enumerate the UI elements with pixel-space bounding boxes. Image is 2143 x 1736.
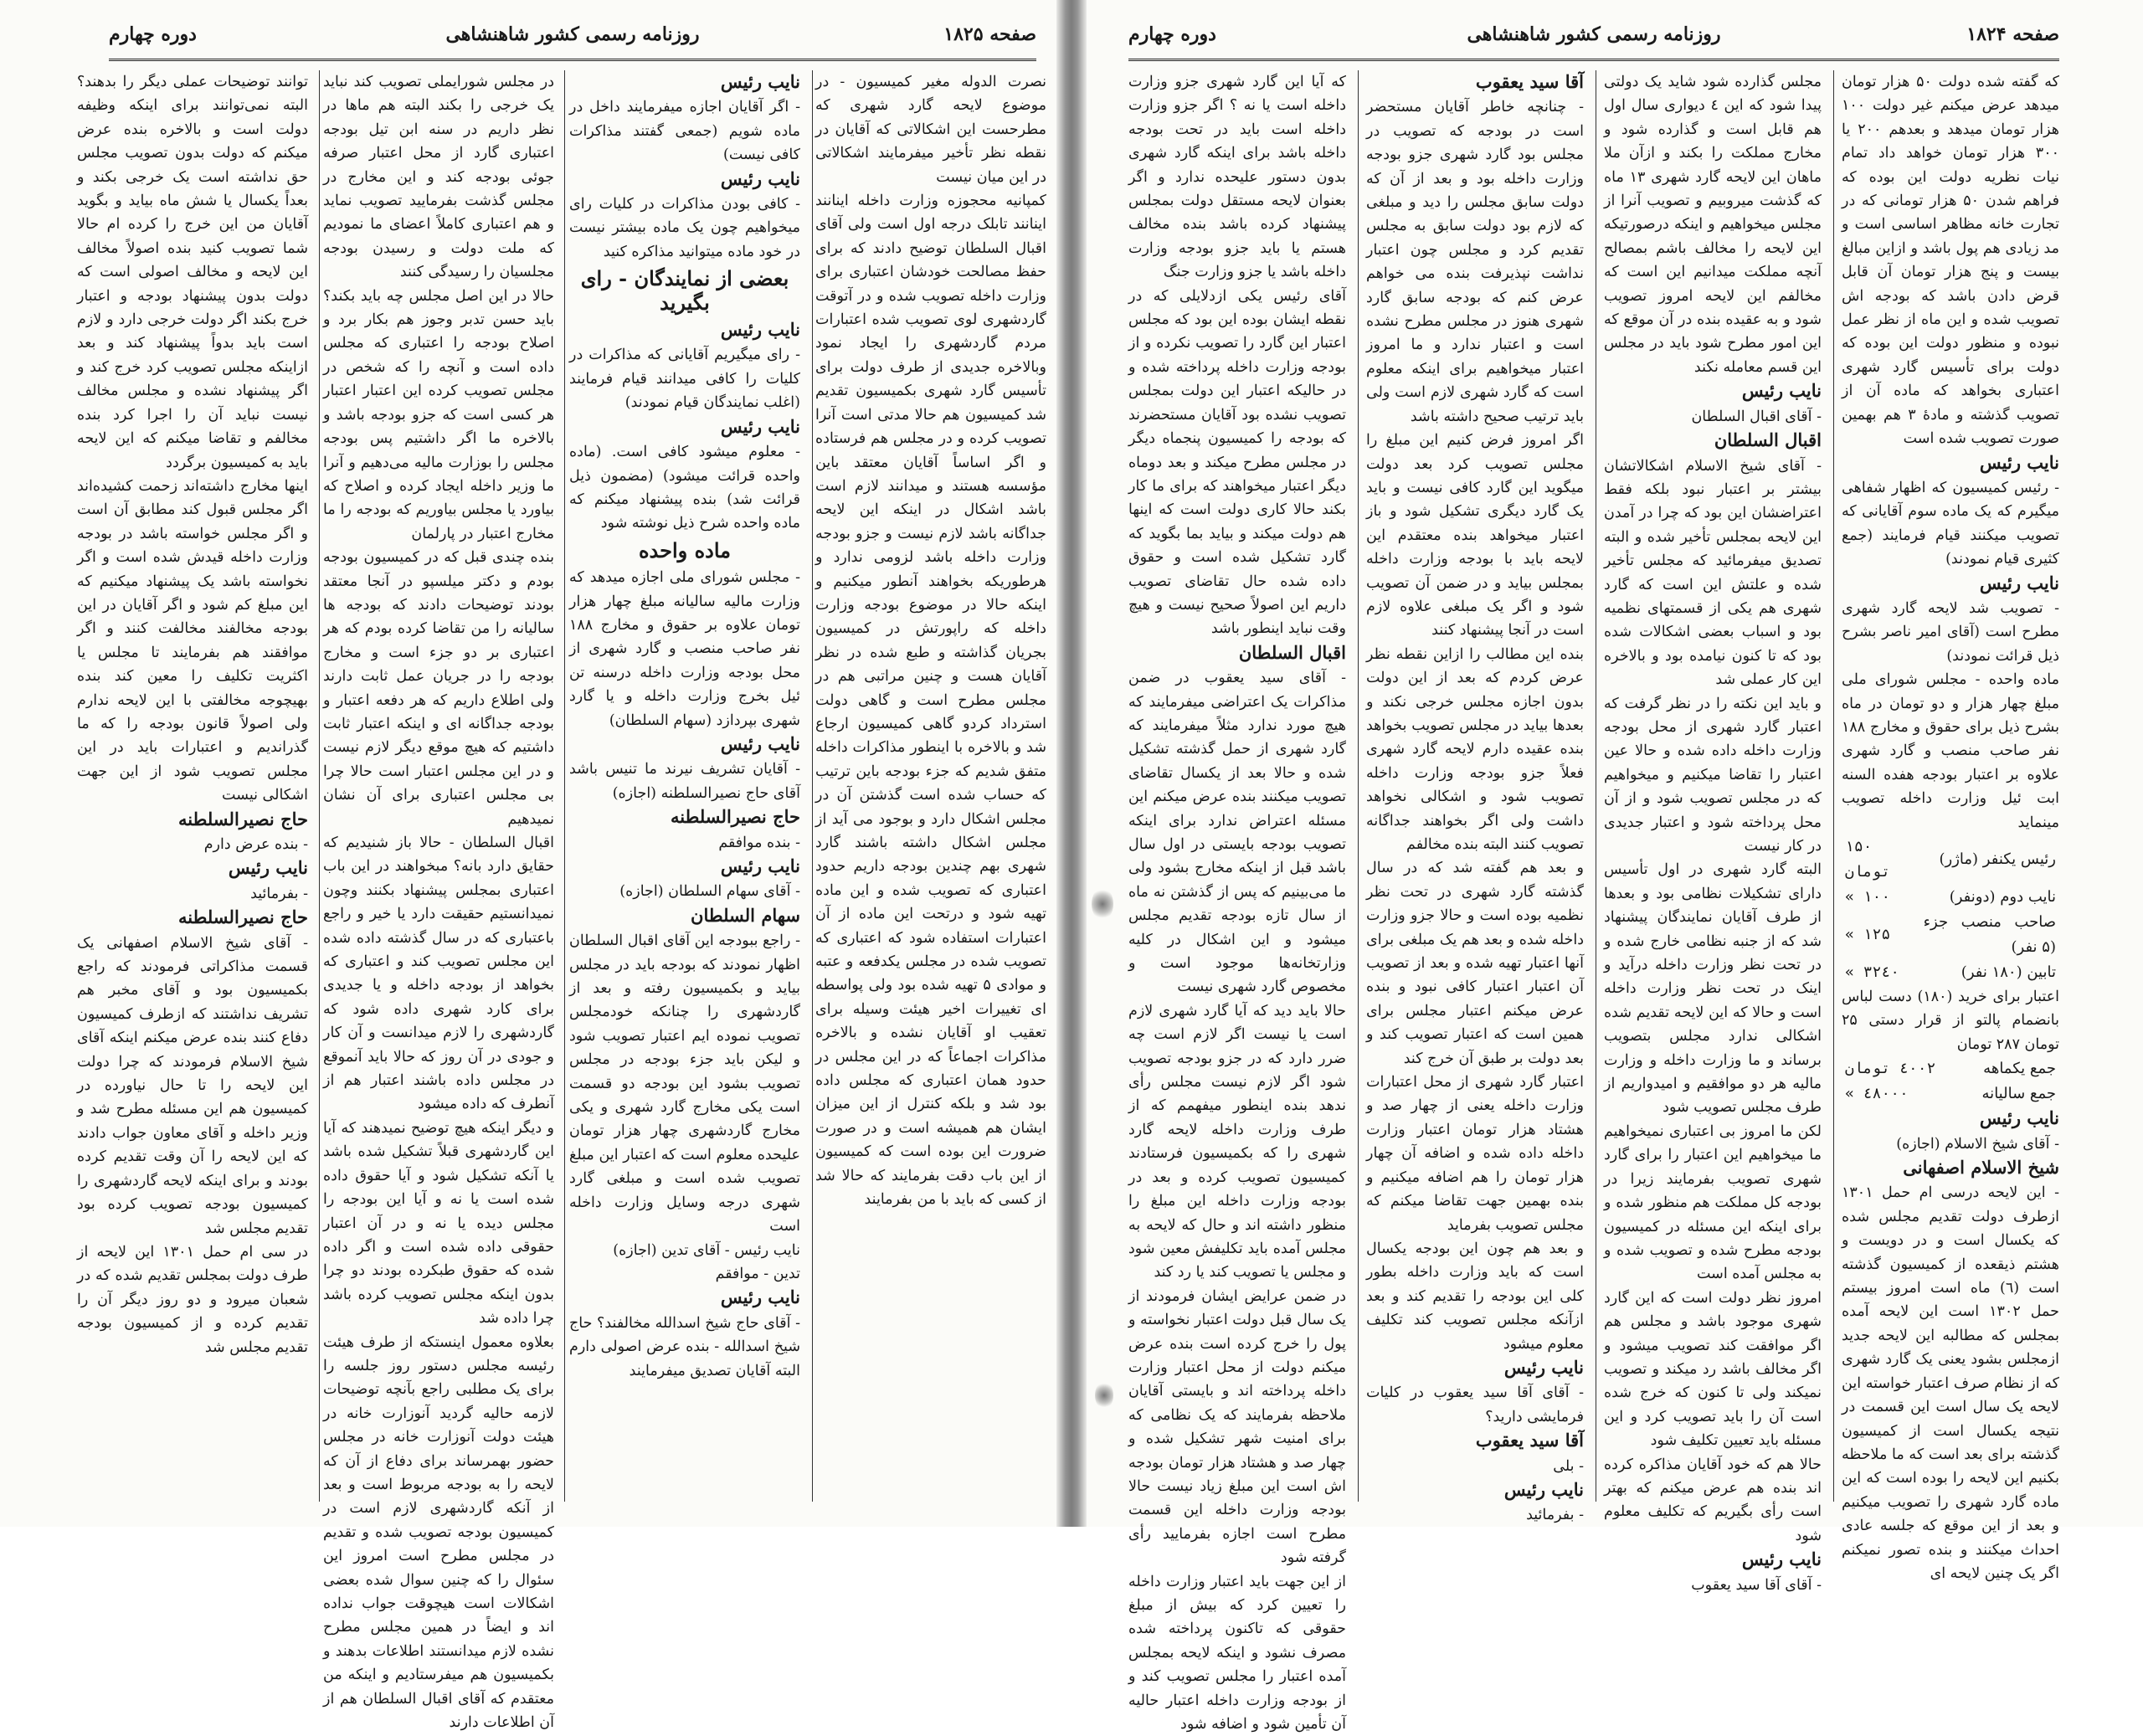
paragraph: بعلاوه معمول اینستکه از طرف هیئت رئیسه مجلس دستور روز جلسه را برای یک مطلبی راجع بآنچه توضیحات لازمه حالیه گردید آنوزارت خانه در هیئت دولت آنوزارت خانه در مجلس حضور بهمرساند برای دفاع از آن که لایحه را به بودجه مربوط است و بعد از آنکه گاردشهری لازم است در کمیسیون بودجه تصویب شده و تقدیم در مجلس مطرح است امروز این سئوال را که چنین سوال شده بعضی اشکالات است هیچوقت جواب نداده اند و ایضاً در همین مجلس مطرح نشده لازم میدانستند اطلاعات بدهند و بکمیسیون هم میفرستادیم و اینکه من معتقدم که آقای اقبال السلطان هم از آن اطلاعات دارند [323, 1333, 554, 1732]
budget-row [1842, 910, 2059, 960]
budget-amount: ۱۰۰ » [1845, 888, 1891, 906]
speaker-name: نایب رئیس [720, 415, 800, 437]
paragraph: حالا هم که خود آقایان مذاکره کرده اند بنده هم عرض میکنم که بهتر است رأی بگیریم که تکلیف معلوم شود [1604, 1456, 1822, 1544]
paragraph: ماده واحده - مجلس شورای ملی مبلغ چهار هزار و دو تومان در ماه بشرح ذیل برای حقوق و مخارج ۱۸۸ نفر صاحب منصب و گارد شهری علاوه بر اعتبار بودجه هفده السنه ابت ئیل وزارت داخله تصویب مینماید [1842, 671, 2059, 831]
budget-amount: ۳۲٤۰ » [1845, 963, 1900, 981]
text-column [569, 70, 800, 1506]
speaker-name: نایب رئیس [1741, 380, 1822, 402]
paragraph: - اگر آقایان اجازه میفرمایند داخل در ماده شویم (جمعی گفتند مذاکرات کافی نیست) [569, 99, 800, 164]
paragraph: نصرت الدوله مغیر کمیسیون - در موضوع لایحه گارد شهری که مطرحست این اشکالاتی که آقایان در نقطه نظر تأخیر میفرمایند اشکالاتی در این میان نیست [815, 74, 1046, 186]
speaker-name: اقبال السلطان [1714, 429, 1822, 451]
paragraph: و بعد هم گفته شد که در سال گذشته گارد شهری در تحت نظر نظمیه بوده است و حالا جزو وزارت داخله شده و بعد هم یک مبلغی برای آنها اعتبار تهیه شده و بعد از تصویب آن اعتبار اعتبار کافی نبود و بنده عرض میکنم اعتبار مجلس برای همین است که اعتبار تصویب کند و بعد دولت بر طبق آن خرج کند [1366, 860, 1584, 1067]
paragraph: - آقای شیخ الاسلام اصفهانی یک قسمت مذاکراتی فرمودند که راجع بکمیسیون بود و آقای مخبر هم تشریف نداشتند که ازطرف کمیسیون دفاع کنند بنده عرض میکنم اینکه آقای شیخ الاسلام فرمودند که چرا دولت این لایحه را تا حال نیاورده در کمیسیون هم این مسئله مطرح شد و وزیر داخله و آقای معاون جواب دادند که این لایحه را آن وقت تقدیم کرده بودند و برای اینکه لایحه گاردشهری را کمیسیون بودجه تصویب کرده بود تقدیم مجلس شد [77, 934, 308, 1237]
paragraph: - آقای سید یعقوب در ضمن مذاکرات یک اعتراضی میفرمایند که هیچ مورد ندارد مثلاً میفرمایند که گارد شهری از حمل گذشته تشکیل شده و حالا بعد از یکسال تقاضای تصویب میکنند بنده عرض میکنم این مسئله اعتراض ندارد برای اینکه تصویب بودجه بایستی در اول سال باشد قبل از اینکه مخارج بشود ولی ما می‌بینیم که پس از گذشتن نه ماه از سال تازه بودجه تقدیم مجلس میشود و این اشکال در کلیه وزارتخانه‌ها موجود است و مخصوص گارد شهری نیست [1128, 670, 1346, 996]
journal-title: روزنامه رسمی کشور شاهنشاهی [1467, 23, 1721, 45]
paragraph: - آقای شیخ الاسلام (اجازه) [1896, 1135, 2059, 1153]
page-number: صفحه ۱۸۲۴ [1966, 23, 2059, 45]
speaker-name: نایب رئیس [720, 167, 800, 189]
column-divider [812, 70, 813, 1502]
paragraph: - بنده موافقم [718, 834, 800, 851]
budget-label: تابین (۱۸۰ نفر) [1961, 963, 2056, 981]
paragraph: اعتبار گارد شهری از محل اعتبارات وزارت داخله یعنی از چهار صد و هشتاد هزار تومان اعتبار وزارت داخله داده شده و اضافه آن چهار هزار تومان را هم اضافه میکنیم و بنده بهمین جهت تقاضا میکنم که مجلس تصویب بفرماید [1366, 1074, 1584, 1234]
paragraph: - این لایحه درسی ام حمل ۱۳۰۱ ازطرف دولت تقدیم مجلس شده که یکسال است و در دویست و هشتم ذیقعده از کمیسیون گذشته است (٦) ماه است امروز بیستم حمل ۱۳۰۲ است این لایحه آمده بمجلس که مطالبه این لایحه جدید ازمجلس بشود یعنی یک گارد شهری که از نظام صرف اعتبار خواسته این لایحه یک سال است این قسمت در نتیجه یکسال است از کمیسیون گذشته برای بعد است که ما ملاحظه بکنیم این لایحه را بوده است که این ماده گارد شهری را تصویب میکنیم و بعد از این موقع که جلسه عادی احداث میکنند و بنده تصور نمیکنم اگر یک چنین لایحه ای [1842, 1184, 2059, 1582]
speaker-name: حاج نصیرالسلطنه [178, 808, 308, 829]
paragraph: - تصویب شد لایحه گارد شهری مطرح است (آقای امیر ناصر بشرح ذیل قرائت نمودند) [1842, 599, 2059, 665]
ink-smudge [1095, 1381, 1113, 1410]
left-page [0, 0, 1056, 1732]
speaker-name: نایب رئیس [720, 71, 800, 92]
header-rule [1128, 59, 2059, 61]
period-label: دوره چهارم [109, 23, 197, 45]
paragraph: در مجلس شورایملی تصویب کند نباید یک خرجی را بکند البته هم ماها در نظر داریم در سنه ابن تیل بودجه اعتباری گارد از محل اعتبار صرفه جوئی بودجه کند و این مخارج در مجلس گذشت بفرمایید تصویب نماید و هم اعتباری کاملاً اعضای ما نمودیم که ملت دولت و رسیدن بودجه مجلسیان را رسیدگی کنند [323, 74, 554, 281]
budget-row [1842, 885, 2059, 910]
paragraph: بنده این مطالب را ازاین نقطه نظر عرض کردم که بعد از این دولت بدون اجازه مجلس خرجی نکند و بعدها بیاید در مجلس تصویب بخواهد بنده عقیده دارم لایحه گارد شهری فعلاً جزو بودجه وزارت داخله تصویب شود و اشکالی نخواهد داشت ولی اگر بخواهند جداگانه تصویب کنند البته بنده مخالفم [1366, 645, 1584, 853]
speaker-name: نایب رئیس [720, 855, 800, 876]
paragraph: آقای رئیس یکی ازدلایلی که در نقطه ایشان بوده این بود که مجلس اعتبار این گارد را تصویب نکرده و از بودجه وزارت داخله پرداخته شده و در حالیکه اعتبار این دولت بمجلس تصویب نشده بود آقایان مستحضرند که بودجه را کمیسیون پنجماه دیگر در مجلس مطرح میکند و بعد دوماه دیگر اعتبار میخواهند که برای ما کار بکند حالا کاری دولت است که اینها هم دولت میکند و بیاید بما بگوید که گارد تشکیل شده است و حقوق داده شده حال تقاضای تصویب داریم این اصولاً صحیح نیست و هیچ وقت نباید اینطور باشد [1128, 287, 1346, 638]
paragraph: و دیگر اینکه هیچ توضیح نمیدهند که آیا این گاردشهری قبلاً تشکیل شده باشد یا آنکه تشکیل شود و آیا حقوق داده شده است یا نه و آیا این بودجه را مجلس دیده یا نه و در آن اعتبار حقوقی داده شده است و اگر داده شده که حقوق طبکرده بودند دو چرا بدون اینکه مجلس تصویب کرده باشد چرا داده شد [323, 1119, 554, 1328]
paragraph: - بنده عرض دارم [203, 836, 308, 853]
text-column [1842, 70, 2060, 1582]
paragraph: - معلوم میشود کافی است. (ماده واحده قرائت میشود) (مضمون ذیل قرائت شد) بنده پیشنهاد میکنم که ماده واحده شرح ذیل نوشته شود [569, 444, 800, 532]
speaker-name: نایب رئیس [720, 1287, 800, 1308]
paragraph: حالا در این اصل مجلس چه باید بکند؟ باید حسن تدبر وجوز هم بکار برد و اصلاح بودجه را اعتباری که مجلس داده است و آنچه را که شخص در مجلس تصویب کرده این اعتبار اعتبار هر کسی است که جزو بودجه باشد و بالاخره ما اگر داشتیم پس بودجه مجلس را بوزارت مالیه می‌دهیم و آنرا ما وزیر داخله ایجاد کرده و اصلاح که بیاورد یا مجلس بیاوریم که بودجه را ما مخارج اعتبار در پارلمان [323, 287, 554, 542]
text-column [1128, 70, 1346, 1733]
period-label: دوره چهارم [1128, 23, 1216, 45]
section-heading: ماده واحده [638, 537, 732, 562]
column-divider [564, 70, 565, 1502]
speaker-name: نایب رئیس [1503, 1356, 1584, 1378]
speaker-name: نایب رئیس [1979, 451, 2059, 473]
paragraph: - آقای شیخ الاسلام اشکالاتشان بیشتر بر اعتبار نبود بلکه فقط اعتراضشان این بود که چرا در آمدن این لایحه بمجلس تأخیر شده و البته تصدیق میفرمائید که مجلس تأخیر شده و علتش این است که گارد شهری هم یکی از قسمتهای نظمیه بود و اسباب بعضی اشکالات شده بود که تا کنون نیامده بود و بالاخره این کار عملی شد [1604, 457, 1822, 689]
paragraph: در ضمن عرایض ایشان فرمودند از یک سال قبل دولت اعتبار نخواسته و پول را خرج کرده است بنده عرض میکنم دولت از محل اعتبار وزارت داخله پرداخته اند و بایستی آقایان ملاحظه بفرمایند که یک نظامی که برای امنیت شهر تشکیل شده و چهار صد و هشتاد هزار تومان بودجه اش است این مبلغ زیاد نیست حالا بودجه وزارت داخله این قسمت مطرح است اجازه بفرمایید رأی گرفته شود [1128, 1287, 1346, 1567]
speaker-name: حاج نصیرالسلطنه [671, 806, 800, 828]
paragraph: - آقای آقا سید یعقوب [1691, 1576, 1822, 1594]
paragraph: مجلس گذارده شود شاید یک دولتی پیدا شود که این ٤ دیواری سال اول هم قابل است و گذارده شود و مخارج مملکت را بکند و ازآن ملا ماهان این لایحه گارد شهری ۱۳ ماه که گذشت میروبیم و تصویب آنرا از مجلس میخواهیم و اینکه درصورتیکه این لایحه را مخالف باشم بمصالح آنچه مملکت میدانیم این است که مخالفم این لایحه امروز تصویب شود و به عقیده بنده در آن موقع که این امور مطرح شود بايد در مجلس این قسم معامله نکند [1604, 74, 1822, 376]
budget-label: صاحب منصب جزء (۵ نفر) [1923, 913, 2056, 956]
paragraph: البته گارد شهری در اول تأسیس دارای تشکیلات نظامی بود و بعدها از طرف آقایان نمایندگان پیشنهاد شد که از جنبه نظامی خارج شده و در تحت نظر وزارت داخله درآید و اینک در تحت نظر وزارت داخله است و حالا که این لایحه تقدیم شده اشکالی ندارد مجلس بتصویب برساند و ما وزارت داخله و وزارت مالیه هر دو موافقیم و امیدواریم از طرف مجلس تصویب شود [1604, 861, 1822, 1117]
paragraph: - بفرمائید [1526, 1507, 1584, 1524]
paragraph: لکن ما امروز بی اعتباری نمیخواهیم ما میخواهیم این اعتبار را برای گارد شهری تصویب بفرمایند زیرا در بودجه کل مملکت هم منظور شده و برای اینکه این مسئله در کمیسیون بودجه مطرح شده و تصویب شده و به مجلس آمده است [1604, 1122, 1822, 1283]
binding-gutter [1056, 0, 1087, 1527]
speaker-name: نایب رئیس [720, 732, 800, 754]
speaker-name: اقبال السلطان [1238, 641, 1346, 663]
paragraph: امروز نظر دولت است که این گارد شهری موجود باشد و مجلس هم اگر موافقت کند تصویب میشود و اگر مخالف باشد رد میکند و تصویب نمیکند ولی تا کنون که خرج شده است آن را باید تصویب کرد و این مسئله باید تعیین تکلیف شود [1604, 1289, 1822, 1450]
journal-title: روزنامه رسمی کشور شاهنشاهی [445, 23, 700, 45]
speaker-name: نایب رئیس [1503, 1478, 1584, 1500]
ink-smudge [1092, 887, 1113, 921]
paragraph: - بفرمائید [250, 885, 308, 902]
budget-row [1842, 1056, 2059, 1081]
paragraph: که گفته شده دولت ۵۰ هزار تومان میدهد عرض میکنم غیر دولت ۱۰۰ هزار تومان میدهد و بعدهم ۲۰۰ یا ۳۰۰ هزار تومان خواهد داد تمام نیات نظریه دولت این بوده که فراهم شدن ۵۰ هزار تومانی که در تجارت خانه مظاهر اساسی است و مد زیادی هم پول باشد و ازاین مبالغ بیست و پنج هزار تومان آن قابل قرض دادن باشد که بودجه اش تصویب شده و این ماه از نظر عمل نبوده و منظور دولت این بوده که دولت برای تأسیس گارد شهری اعتباری بخواهد که ماده آن از تصویب گذشته و مادهٔ ۳ هم بهمین صورت تصویب شده است [1842, 74, 2060, 448]
budget-amount: ۱۵۰ تومان [1845, 838, 1891, 881]
page-number: صفحه ۱۸۲۵ [943, 23, 1036, 45]
budget-label: نایب دوم (دونفر) [1949, 888, 2056, 906]
header-rule [109, 59, 1036, 61]
column-divider [1833, 70, 1834, 1502]
paragraph: - بلی [1553, 1457, 1584, 1475]
paragraph: - آقای سهام السلطان (اجازه) [619, 883, 800, 901]
paragraph: توانند توضیحات عملی دیگر را بدهند؟ البته نمی‌توانند برای اینکه وظیفه دولت است و بالاخره بنده عرض میکنم که دولت بدون تصویب مجلس حق نداشته است یک خرجی بکند و بعداً یکسال یا شش ماه بیاید و بگوید آقایان من این خرج را کرده ام حالا شما تصویب کنید بنده اصولاً مخالف این لایحه و مخالف اصولی است که دولت بدون پیشنهاد بودجه و اعتبار خرج بکند اگر دولت خرجی دارد و لازم است باید بدواً پیشنهاد کند و بعد ازاینکه مجلس تصویب کرد خرج کند و اگر پیشنهاد نشده و مجلس مخالف نیست نباید آن را اجرا کرد بنده مخالفم و تقاضا میکنم که این لایحه باید به کمیسیون برگردد [77, 74, 308, 471]
budget-row [1842, 835, 2059, 885]
paragraph: اینها مخارج داشته‌اند زحمت کشیده‌اند اگر مجلس قبول کند مطابق آن است و اگر مجلس خواسته باشد در بودجه وزارت داخله قیدش شده است و اگر نخواسته باشد یک پیشنهاد میکنیم که این مبلغ کم شود و اگر آقایان در این بودجه مخالفند مخالفت کنند و اگر موافقند هم بفرمایند تا مجلس یا اکثریت تکلیف را معین کند بنده بهیچوجه مخالفتی با این لایحه ندارم ولی اصولاً قانون بودجه را که ما گذراندیم و اعتبارات باید در این مجلس تصویب شود از این جهت اشکالی نیست [77, 477, 308, 804]
paragraph: از این جهت باید اعتبار وزارت داخله را تعیین کرد که بیش از مبلغ حقوقی که تاکنون پرداخته شده مصرف نشود و اینکه لایحه بمجلس آمده اعتبار را مجلس تصویب کند و از بودجه وزارت داخله اعتبار حالیه آن تأمین شود و اضافه شود [1128, 1573, 1346, 1733]
paragraph: - رای میگیریم آقایانی که مذاکرات در کلیات را کافی میدانند قیام فرمایند (اغلب نمایندگان قیام نمودند) [569, 347, 800, 412]
paragraph: و بعد هم چون این بودجه یکسال است که باید وزارت داخله بطور کلی این بودجه را تقدیم کند و بعد ازآنکه مجلس تصویب کند تکلیف معلوم میشود [1366, 1240, 1584, 1353]
right-page [1087, 0, 2143, 1733]
budget-table [1842, 835, 2059, 985]
paragraph: - آقایان تشریف نیرند ما تنیس باشد آقای حاج نصیرالسلطنه (اجازه) [569, 761, 800, 802]
paragraph: که آیا این گارد شهری جزو وزارت داخله است یا نه ؟ اگر جزو وزارت داخله است باید در تحت بودجه داخله باشد برای اینکه گارد شهری بدون دستور علیحده ندارد و اگر بعنوان لایحه مستقل دولت بمجلس پیشنهاد کرده باشد بنده مخالف هستم یا باید جزو بودجه وزارت داخله باشد یا جزو وزارت جنگ [1128, 74, 1346, 281]
budget-label: رئیس یکنفر (ماژر) [1939, 850, 2056, 868]
speaker-name: آقا سید یعقوب [1475, 1430, 1584, 1451]
paragraph: بنده چندی قبل که در کمیسیون بودجه بودم و دکتر میلسپو در آنجا معتقد بودند توضیحات دادند که بودجه ها سالیانه را من تقاضا کرده بودم که هر اعتباری بر دو جزء است و مخارج بودجه را در جریان عمل ثابت دارند ولی اطلاع داریم که هر دفعه اعتبار و بودجه جداگانه ای و اینکه اعتبار ثابت داشتیم که هیچ موقع دیگر لازم نیست و در این مجلس اعتبار است حالا چرا بی مجلس اعتباری برای آن نشان نمیدهیم [323, 549, 554, 828]
paragraph: - آقای اقبال السلطان [1691, 408, 1822, 425]
column-divider [319, 70, 320, 1502]
paragraph: تدین - موافقم [715, 1265, 800, 1282]
paragraph: و باید این نکته را در نظر گرفت که اعتبار گارد شهری از محل بودجه وزارت داخله داده شده و حالا عین اعتبار را تقاضا میکنیم و میخواهیم که در مجلس تصویب شود و از آن محل پرداخته شود و اعتبار جدیدی در کار نیست [1604, 695, 1822, 855]
paragraph: نایب رئیس - آقای تدین (اجازه) [613, 1241, 800, 1259]
budget-amount: ۱۲۵ » [1845, 926, 1891, 943]
speaker-name: نایب رئیس [1979, 1107, 2059, 1129]
paragraph: حالا باید دید که آیا گارد شهری لازم است یا نیست اگر لازم است چه ضرر دارد که در جزو بودجه تصویب شود اگر لازم نیست مجلس رأی ندهد بنده اینطور میفهمم که از طرف وزارت داخله لایحه گارد شهری را که بکمیسیون فرستادند کمیسیون تصویب کرده و بعد در بودجه وزارت داخله این مبلغ را منظور داشته اند و حال که لایحه به مجلس آمده باید تکلیفش معین شود و مجلس یا تصویب کند یا رد کند [1128, 1002, 1346, 1281]
speaker-name: آقا سید یعقوب [1475, 71, 1584, 92]
speaker-name: نایب رئیس [1979, 572, 2059, 593]
paragraph: - رئیس کمیسیون که اظهار شفاهی میگیرم که یک ماده سوم آقایانی که تصویب میکنند قیام فرمایند (جمع کثیری قیام نمودند) [1842, 479, 2059, 568]
column-divider [1358, 70, 1359, 1502]
paragraph: اعتبار برای خرید (۱۸۰) دست لباس بانضمام پالتو از قرار دستی ۲۵ تومان ۲۸۷ تومان [1842, 989, 2059, 1053]
budget-row [1842, 1081, 2059, 1107]
paragraph: اگر امروز فرض کنیم این مبلغ را مجلس تصویب کرد بعد دولت میگوید این گارد کافی نیست و باید یک گارد دیگری تشکیل شود و باز اعتبار میخواهد بنده معتقدم این لایحه باید با بودجه وزارت داخله بمجلس بیاید و در ضمن آن تصویب شود و اگر یک مبلغی علاوه لازم است در آنجا پیشنهاد کنند [1366, 432, 1584, 639]
right-page-header [1128, 23, 2059, 60]
speaker-name: نایب رئیس [1741, 1549, 1822, 1570]
paragraph: - آقای آقا سید یعقوب در کلیات فرمایشی دارید؟ [1366, 1384, 1584, 1425]
paragraph: - آقای حاج شیخ اسدالله مخالفند؟ حاج شیخ اسدالله - بنده عرض اصولی دارم البته آقایان تصدیق میفرمایند [569, 1314, 800, 1379]
paragraph: - راجع ببودجه این آقای اقبال السلطان اظهار نمودند که بودجه باید در مجلس بیاید و بکمیسیون رفته و بعد از گاردشهری را چنانکه خودمجلس تصویب نموده ایم اعتبار تصویب شود و لیکن باید جزء بودجه در مجلس تصویب بشود این بودجه دو قسمت است یکی مخارج گارد شهری و یکی مخارج گاردشهری چهار هزار تومان علیحده معلوم است که اعتبار این مبلغ تصویب شده است و مبلغی گارد شهری درجه وسایل وزارت داخله است [569, 932, 800, 1235]
paragraph: کمپانیه محجوزه وزارت داخله اینانند اینانند تابلک درجه اول است ولی آقای اقبال السلطان توضیح دادند که برای حفظ مصالحت خودشان اعتباری برای وزارت داخله تصویب شده و در آتوقت گاردشهری لوی تصویب شده اعتبارات مردم گاردشهری را ایجاد نمود وبالاخره جدیدی از طرف دولت برای تأسیس گارد شهری بکمیسیون تقدیم شد کمیسیون هم حالا مدتی است آنرا تصویب کرده و در مجلس هم فرستاده و اگر اساساً آقایان معتقد باین مؤسسه هستند و میدانند لازم است باشد اشکال در اینکه این لایحه جداگانه باشد لازم نیست و جزو بودجه وزارت داخله باشد لزومی ندارد و هرطوریکه بخواهند آنطور میکنیم و اینکه حالا در موضوع بودجه وزارت داخله که راپورتش در کمیسیون بجریان گذاشته و طبع شده در نظر آقایان هست و چنین مراتبی هم در مجلس مطرح است و گاهی دولت استرداد کردو گاهی کمیسیون ارجاع شد و بالاخره با اینطور مذاکرات داخله متفق شدیم که جزء بودجه باین ترتیب که حساب شده است گذشتن آن در مجلس اشکال دارد و بوجود می آید از مجلس اشکال داشته باشند گارد شهری بهم چندین بودجه داریم حدود اعتباری که تصویب شده و این ماده تهیه شود و درتحت این ماده از آن اعتبارات استفاده شود که اعتباری که تصویب شده در مجلس یکدفعه و عتبه و موادی ۵ تهیه شده بود ولی پواسطه ای تغییرات اخیر هیئت وسیله برای تعقیب او آقایان نشده و بالاخره مذاکرات اجماعاً که در این مجلس در حدود همان اعتباری که مجلس داده بود شد و بلکه کنترل از این میزان ایشان هم همیشه است و در صورت ضرورت این بوده است که کمیسیون از این باب دقت بفرمایند که حالا شد از کسی که باید با من بفرمایند [815, 193, 1046, 1209]
budget-label: جمع سالیانه [1981, 1085, 2056, 1103]
text-column [1366, 70, 1584, 1524]
budget-label: جمع یکماهه [1983, 1060, 2056, 1078]
budget-table [1842, 1056, 2059, 1107]
left-page-header [109, 23, 1036, 60]
speaker-name: نایب رئیس [720, 319, 800, 341]
budget-amount: ٤۸۰۰۰ » [1845, 1085, 1909, 1103]
speaker-name: سهام السلطان [691, 904, 800, 926]
paragraph: در سی ام حمل ۱۳۰۱ این لایحه از طرف دولت بمجلس تقدیم شده که در شعبان میرود و دو روز دیگر آن را تقدیم کرده و از کمیسیون بودجه تقدیم مجلس شد [77, 1243, 308, 1356]
speaker-name: شیخ الاسلام اصفهانی [1903, 1157, 2059, 1179]
text-column [1604, 70, 1822, 1594]
text-column [323, 70, 554, 1732]
paragraph: اقبال السلطان - حالا باز شنیدیم که حقایق دارد بانه؟ مبخواهند در این باب اعتباری بمجلس پیشنهاد بکنند وچون نمیدانستیم حقیقت دارد یا خیر و راجع باعتباری که در سال گذشته داده شده این مجلس تصویب کند و اعتباری که بخواهد از بودجه داخله و یا جدیدی برای کارد شهری داده شود که گاردشهری را لازم میدانست و آن کار و جودی در آن روز که حالا باید آنموقع در مجلس داده باشند اعتبار هم از آنطرف که داده میشود [323, 835, 554, 1113]
paragraph: - مجلس شورای ملی اجازه میدهد که وزارت مالیه سالیانه مبلغ چهار هزار تومان علاوه بر حقوق و مخارج ۱۸۸ نفر صاحب منصب و گارد شهری از محل بودجه وزارت داخله درسنه تن ئیل بخرج وزارت داخله و یا گارد شهری بپردازد (سهام السلطان) [569, 569, 800, 729]
text-column [77, 70, 308, 1506]
paragraph: - چنانچه خاطر آقایان مستحضر است در بودجه که تصویب در مجلس بود گارد شهری جزو بودجه وزارت داخله بود و بعد از آن که دولت سابق مجلس را دید و مبلغی که لازم بود دولت سابق به مجلس تقدیم کرد و مجلس چون اعتبار نداشت نپذیرفت بنده می خواهم عرض کنم که بودجه سابق گارد شهری هنوز در مجلس مطرح نشده است و اعتبار ندارد و ما امروز اعتبار میخواهیم برای اینکه معلوم است که گارد شهری لازم است ولی باید ترتیب صحیح داشته باشد [1366, 99, 1584, 425]
speaker-name: نایب رئیس [228, 857, 308, 879]
budget-row [1842, 960, 2059, 985]
section-heading: بعضی از نمایندگان - رای بگیرید [580, 266, 789, 315]
text-column [815, 70, 1046, 1506]
speaker-name: حاج نصیرالسلطنه [178, 907, 308, 928]
budget-amount: ٤۰۰۲ تومان [1845, 1060, 1936, 1078]
paragraph: - کافی بودن مذاکرات در کلیات رای میخواهیم چون یک ماده بیشتر نیست در خود ماده میتوانید مذاکره کنید [569, 196, 800, 260]
